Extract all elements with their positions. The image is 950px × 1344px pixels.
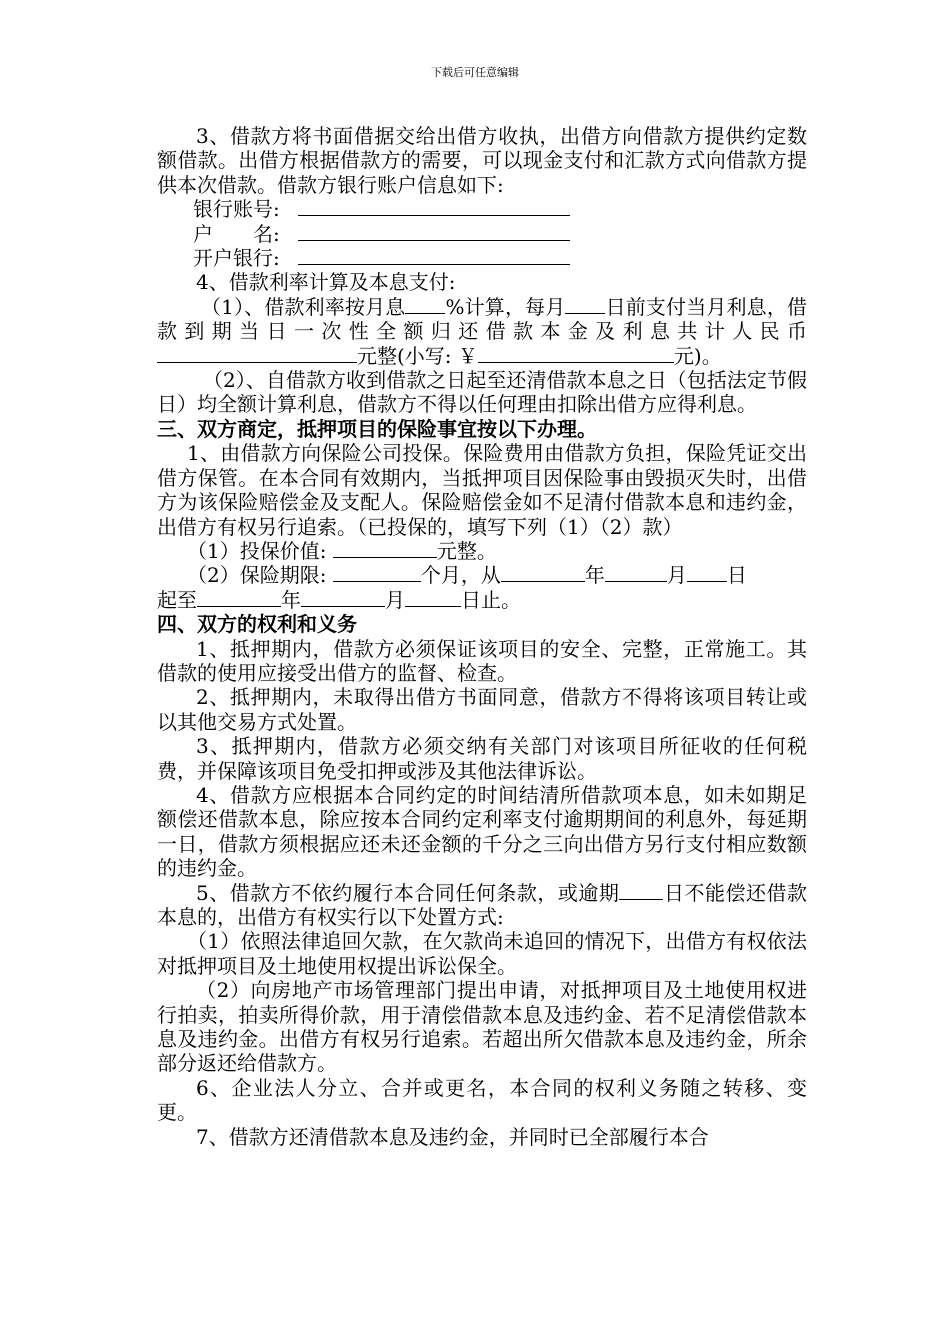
clause-4-1-text-a: （1）、借款利率按月息 <box>201 294 406 319</box>
clause-4-1-text-e: 元)。 <box>673 343 722 368</box>
section-4-clause-5-1: （1）依照法律追回欠款，在欠款尚未追回的情况下，出借方有权依法对抵押项目及土地使用权提出诉讼保全。 <box>157 929 807 978</box>
section-3-clause-1: 1、由借款方向保险公司投保。保险费用由借款方负担，保险凭证交出借方保管。在本合同有效期内，当抵押项目因保险事由毁损灭失时，出借方为该保险赔偿金及支配人。保险赔偿金如不足清付借款本息和违约金，出借方有权另行追索。（已投保的，填写下列（1）（2）款） <box>157 441 807 539</box>
monthly-rate-field[interactable] <box>405 295 445 314</box>
account-name-label: 户 名: <box>193 221 280 246</box>
bank-name-row <box>157 246 807 270</box>
section-4-heading: 四、双方的权利和义务 <box>157 612 357 637</box>
end-year-unit: 年 <box>281 587 301 612</box>
bank-account-label: 银行账号: <box>193 197 280 222</box>
insured-value-row <box>157 539 807 563</box>
end-month-unit: 月 <box>385 587 405 612</box>
section-4-clause-4: 4、借款方应根据本合同约定的时间结清所借款项本息，如未如期足额偿还借款本息，除应按本合同约定利率支付逾期期间的利息外，每延期一日，借款方须根据应还未还金额的千分之三向出借方另行支付相应数额的违约金。 <box>157 782 807 881</box>
bank-account-row <box>157 197 807 221</box>
account-name-row <box>157 222 807 246</box>
start-day-field[interactable] <box>687 563 727 582</box>
section-4-clause-2: 2、抵押期内，未取得出借方书面同意，借款方不得将该项目转让或以其他交易方式处置。 <box>157 685 807 734</box>
end-day-unit: 日止。 <box>461 587 521 612</box>
end-from-label: 起至 <box>157 587 197 612</box>
insurance-period-label: （2）保险期限: <box>187 563 327 588</box>
clause-4: 4、借款利率计算及本息支付: <box>196 270 456 295</box>
insured-value-label: （1）投保价值: <box>187 538 327 563</box>
overdue-days-field[interactable] <box>619 881 663 900</box>
insured-value-field[interactable] <box>333 539 437 558</box>
section-4-clause-6: 6、企业法人分立、合并或更名，本合同的权利义务随之转移、变更。 <box>157 1075 807 1125</box>
section-4-clause-1: 1、抵押期内，借款方必须保证该项目的安全、完整，正常施工。其借款的使用应接受出借方的监督、检查。 <box>157 636 807 685</box>
clause-3: 3、借款方将书面借据交给出借方收执，出借方向借款方提供约定数额借款。出借方根据借款方的需要，可以现金支付和汇款方式向借款方提供本次借款。借款方银行账户信息如下: <box>157 124 807 197</box>
section-4-clause-5-2: （2）向房地产市场管理部门提出申请，对抵押项目及土地使用权进行拍卖，拍卖所得价款，用于清偿借款本息及违约金、若不足清偿借款本息及违约金。出借方有权另行追索。若超出所欠借款本息及违约金，所余部分返还给借款方。 <box>157 978 807 1076</box>
clause-4-1-text-c: 日前支付当月利息，借款到期当日一次性全额归还借款本金及利息共计人民币 <box>157 294 807 344</box>
insurance-period-row <box>157 563 807 587</box>
clause-4-1-text-d: 元整(小写: ￥ <box>357 343 478 368</box>
section-4-clause-7: 7、借款方还清借款本息及违约金，并同时已全部履行本合 <box>196 1124 709 1149</box>
payment-day-field[interactable] <box>565 295 605 314</box>
period-months-unit: 个月，从 <box>420 563 501 588</box>
end-day-field[interactable] <box>405 588 461 607</box>
section-4-clause-5 <box>157 881 807 930</box>
section-4-clause-3: 3、抵押期内，借款方必须交纳有关部门对该项目所征收的任何税费，并保障该项目免受扣押或涉及其他法律诉讼。 <box>157 734 807 783</box>
clause-4-1-text-b: %计算，每月 <box>445 294 566 319</box>
page-header: 下载后可任意编辑 <box>431 66 519 79</box>
clause-4-1 <box>157 295 807 368</box>
bank-name-label: 开户银行: <box>193 246 280 271</box>
end-month-field[interactable] <box>301 588 385 607</box>
period-months-field[interactable] <box>333 563 421 582</box>
amount-figures-field[interactable] <box>478 344 674 363</box>
start-year-field[interactable] <box>501 563 585 582</box>
clause-5-text-b: 日不能偿还借款本息的，出借方有权实行以下处置方式: <box>157 880 808 929</box>
clause-5-text-a: 5、借款方不依约履行本合同任何条款，或逾期 <box>196 880 620 905</box>
document-body <box>157 124 807 1149</box>
bank-name-field[interactable] <box>298 246 570 265</box>
amount-words-field[interactable] <box>157 344 357 363</box>
account-name-field[interactable] <box>298 222 570 241</box>
section-3-heading: 三、双方商定，抵押项目的保险事宜按以下办理。 <box>157 416 597 441</box>
clause-4-2: （2）、自借款方收到借款之日起至还清借款本息之日（包括法定节假日）均全额计算利息，借款方不得以任何理由扣除出借方应得利息。 <box>157 368 807 417</box>
end-year-field[interactable] <box>197 588 281 607</box>
insured-value-unit: 元整。 <box>436 538 497 563</box>
start-year-unit: 年 <box>584 563 605 588</box>
bank-account-field[interactable] <box>298 197 570 216</box>
start-month-unit: 月 <box>666 563 687 588</box>
insurance-end-row <box>157 588 807 612</box>
start-month-field[interactable] <box>605 563 667 582</box>
start-day-unit: 日 <box>726 563 747 588</box>
